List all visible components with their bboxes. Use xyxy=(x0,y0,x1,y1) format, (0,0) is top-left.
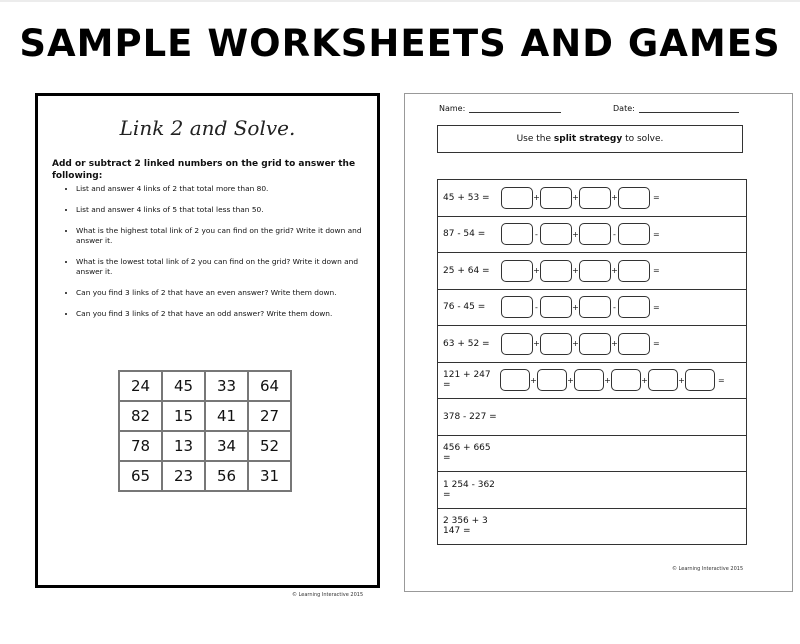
operator-sign: + xyxy=(530,375,537,385)
problem-row xyxy=(438,399,747,436)
answer-box[interactable] xyxy=(618,223,650,245)
question-item: • Can you find 3 links of 2 that have an even answer? Write them down. xyxy=(76,288,376,298)
answer-box[interactable] xyxy=(618,296,650,318)
problem-cell xyxy=(438,180,747,217)
worksheet-title: Link 2 and Solve. xyxy=(119,116,296,140)
problem-row xyxy=(438,253,747,290)
name-field xyxy=(439,103,561,113)
grid-cell: 52 xyxy=(248,431,291,461)
grid-row xyxy=(119,371,291,401)
problem-expression: 456 + 665 = xyxy=(443,443,491,464)
grid-cell: 65 xyxy=(119,461,162,491)
operator-sign: + xyxy=(641,375,648,385)
problem-row xyxy=(438,216,747,253)
equals-sign: = xyxy=(653,193,660,203)
worksheet-split-strategy xyxy=(404,93,793,592)
operator-sign: - xyxy=(613,302,616,312)
grid-cell: 23 xyxy=(162,461,205,491)
top-divider xyxy=(0,0,800,2)
operator-sign: + xyxy=(572,193,579,203)
problem-cell xyxy=(438,508,747,545)
question-item: • Can you find 3 links of 2 that have an odd answer? Write them down. xyxy=(76,309,376,319)
problem-cell xyxy=(438,216,747,253)
right-copyright: © Learning Interactive 2015 xyxy=(672,566,744,572)
answer-box[interactable] xyxy=(501,296,533,318)
operator-sign: + xyxy=(533,266,540,276)
question-item: • List and answer 4 links of 2 that total more than 80. xyxy=(76,184,376,194)
operator-sign: - xyxy=(535,229,538,239)
date-label: Date: xyxy=(613,104,635,113)
equals-sign: = xyxy=(653,302,660,312)
problem-expression: 63 + 52 = xyxy=(443,338,490,349)
problem-cell xyxy=(438,399,747,436)
problem-expression: 45 + 53 = xyxy=(443,192,490,203)
strategy-instruction: Use the split strategy to solve. xyxy=(437,125,743,153)
answer-box[interactable] xyxy=(611,369,641,391)
grid-cell: 78 xyxy=(119,431,162,461)
grid-cell: 56 xyxy=(205,461,248,491)
operator-sign: + xyxy=(572,302,579,312)
name-label: Name: xyxy=(439,104,466,113)
problem-row xyxy=(438,180,747,217)
problem-row xyxy=(438,289,747,326)
problem-cell xyxy=(438,326,747,363)
answer-box[interactable] xyxy=(648,369,678,391)
operator-sign: + xyxy=(572,266,579,276)
date-field xyxy=(613,103,739,113)
answer-box[interactable] xyxy=(618,260,650,282)
grid-row xyxy=(119,401,291,431)
grid-cell: 41 xyxy=(205,401,248,431)
strategy-name: split strategy xyxy=(553,134,623,144)
page-title: SAMPLE WORKSHEETS AND GAMES xyxy=(19,22,781,65)
answer-box[interactable] xyxy=(618,333,650,355)
answer-box[interactable] xyxy=(501,333,533,355)
grid-cell: 33 xyxy=(205,371,248,401)
problem-cell xyxy=(438,435,747,472)
answer-box[interactable] xyxy=(579,223,611,245)
answer-box[interactable] xyxy=(537,369,567,391)
operator-sign: + xyxy=(533,193,540,203)
grid-cell: 34 xyxy=(205,431,248,461)
question-item: • What is the lowest total link of 2 you can find on the grid? Write it down and answer it. xyxy=(76,257,376,277)
problem-expression: 1 254 - 362 = xyxy=(443,479,495,500)
grid-cell: 24 xyxy=(119,371,162,401)
grid-cell: 45 xyxy=(162,371,205,401)
question-item: • What is the highest total link of 2 you can find on the grid? Write it down and answer it. xyxy=(76,226,376,246)
answer-box[interactable] xyxy=(501,187,533,209)
problem-table xyxy=(437,179,747,545)
answer-box[interactable] xyxy=(579,296,611,318)
problem-row xyxy=(438,508,747,545)
grid-cell: 27 xyxy=(248,401,291,431)
problem-cell xyxy=(438,289,747,326)
grid-row xyxy=(119,431,291,461)
grid-row xyxy=(119,461,291,491)
equals-sign: = xyxy=(653,266,660,276)
problem-expression: 76 - 45 = xyxy=(443,302,486,313)
grid-cell: 15 xyxy=(162,401,205,431)
grid-cell: 64 xyxy=(248,371,291,401)
problem-expression: 121 + 247 = xyxy=(443,370,491,391)
problem-expression: 2 356 + 3 147 = xyxy=(443,516,488,537)
worksheet-instruction: Add or subtract 2 linked numbers on the grid to answer the following: xyxy=(52,159,356,181)
grid-cell: 31 xyxy=(248,461,291,491)
operator-sign: + xyxy=(567,375,574,385)
operator-sign: - xyxy=(613,229,616,239)
answer-box[interactable] xyxy=(500,369,530,391)
problem-row xyxy=(438,472,747,509)
answer-box[interactable] xyxy=(579,260,611,282)
problem-row xyxy=(438,435,747,472)
operator-sign: + xyxy=(611,339,618,349)
operator-sign: - xyxy=(535,302,538,312)
question-list xyxy=(58,184,376,330)
answer-box[interactable] xyxy=(501,260,533,282)
question-item: • List and answer 4 links of 5 that total less than 50. xyxy=(76,205,376,215)
problem-cell xyxy=(438,472,747,509)
equals-sign: = xyxy=(718,375,725,385)
problem-expression: 87 - 54 = xyxy=(443,229,486,240)
answer-box[interactable] xyxy=(501,223,533,245)
operator-sign: + xyxy=(604,375,611,385)
problem-cell xyxy=(438,362,747,399)
answer-box[interactable] xyxy=(574,369,604,391)
operator-sign: + xyxy=(572,339,579,349)
answer-box[interactable] xyxy=(540,260,572,282)
worksheet-link-2-and-solve xyxy=(35,93,380,588)
answer-box[interactable] xyxy=(579,187,611,209)
operator-sign: + xyxy=(678,375,685,385)
problem-expression: 25 + 64 = xyxy=(443,265,490,276)
name-line xyxy=(469,103,561,113)
grid-cell: 13 xyxy=(162,431,205,461)
operator-sign: + xyxy=(533,339,540,349)
operator-sign: + xyxy=(611,266,618,276)
date-line xyxy=(639,103,739,113)
grid-cell: 82 xyxy=(119,401,162,431)
operator-sign: + xyxy=(572,229,579,239)
answer-box[interactable] xyxy=(685,369,715,391)
equals-sign: = xyxy=(653,229,660,239)
answer-box[interactable] xyxy=(540,223,572,245)
equals-sign: = xyxy=(653,339,660,349)
problem-row xyxy=(438,362,747,399)
problem-expression: 378 - 227 = xyxy=(443,411,497,422)
answer-box[interactable] xyxy=(540,296,572,318)
answer-box[interactable] xyxy=(579,333,611,355)
problem-cell xyxy=(438,253,747,290)
number-grid xyxy=(118,370,292,492)
problem-row xyxy=(438,326,747,363)
operator-sign: + xyxy=(611,193,618,203)
left-copyright: © Learning Interactive 2015 xyxy=(292,592,364,598)
answer-box[interactable] xyxy=(540,187,572,209)
answer-box[interactable] xyxy=(618,187,650,209)
answer-box[interactable] xyxy=(540,333,572,355)
